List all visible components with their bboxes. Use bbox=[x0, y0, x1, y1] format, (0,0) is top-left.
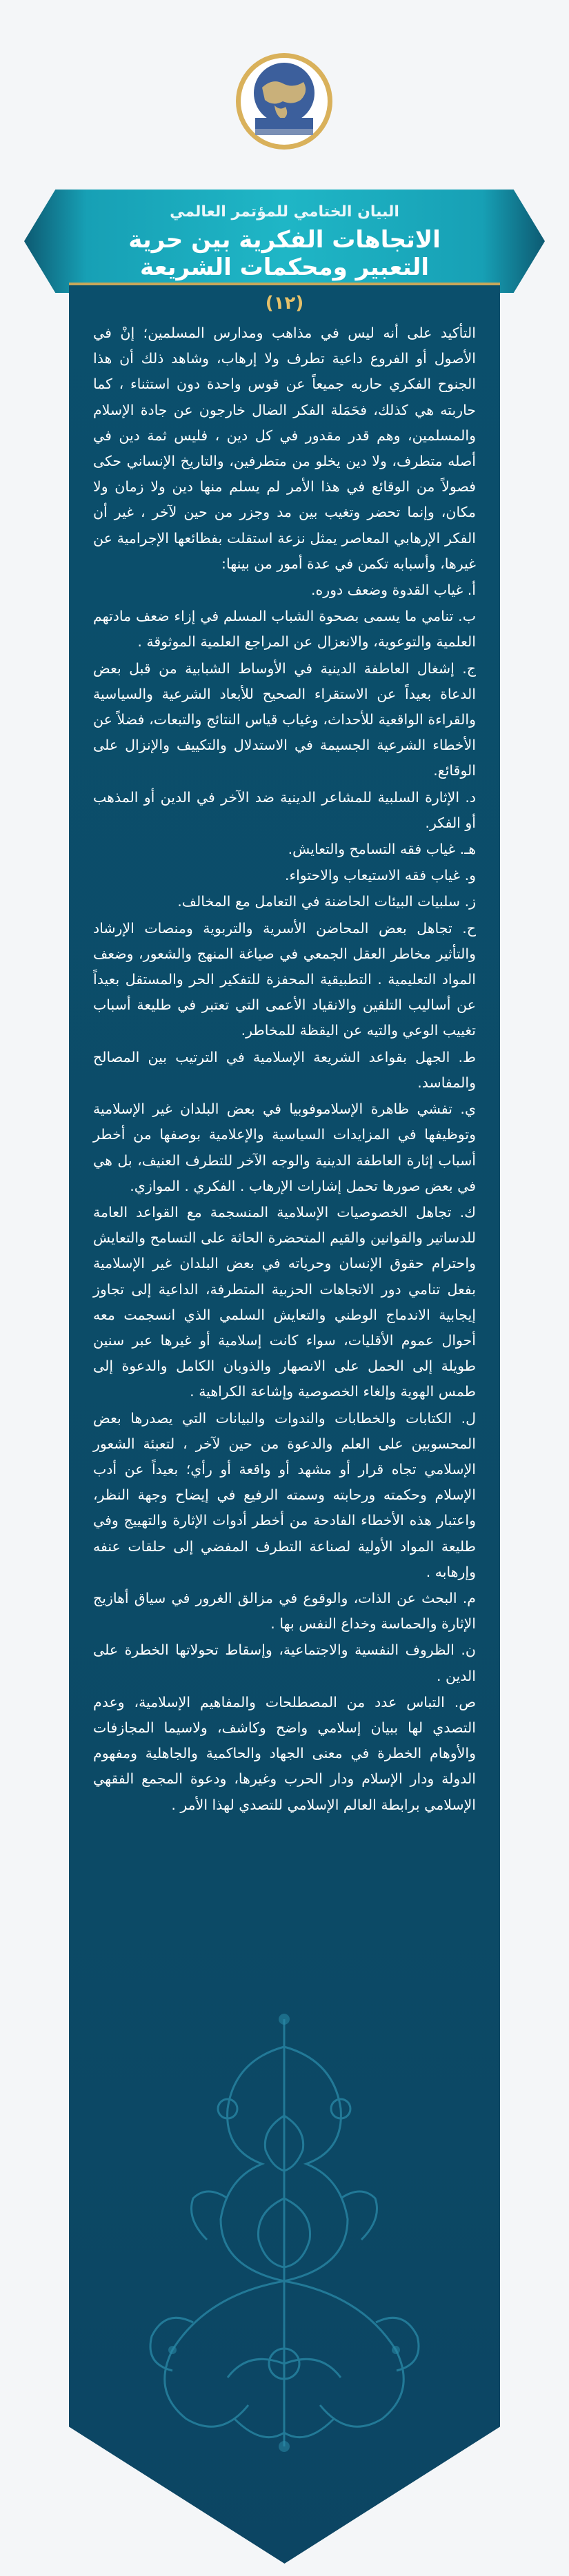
cause-item: د. الإثارة السلبية للمشاعر الدينية ضد الآخر في الدين أو المذهب أو الفكر. bbox=[93, 788, 476, 831]
cause-item: ل. الكتابات والخطابات والندوات والبيانات التي يصدرها بعض المحسوبين على العلم والدعوة من حين لآخر ، لتعبئة الشعور الإسلامي تجاه قرار أو مشهد أو واقعة أو رأي؛ بعيداً عن أدب الإسلام وحكمته ورحابته وسمته الرفيع في إيضاح وجهة النظر، واعتبار هذه الأخطاء الفادحة من أخطر أدوات الإثارة والتهييج وفي طليعة المواد الأولية لصناعة التطرف المفضي إلى حلقات عنفه وإرهابه . bbox=[93, 1409, 476, 1580]
document-title-line1: الاتجاهات الفكرية بين حرية bbox=[128, 226, 441, 254]
cause-item: أ. غياب القدوة وضعف دوره. bbox=[310, 582, 476, 599]
cause-item: ح. تجاهل بعض المحاضن الأسرية والتربوية ومنصات الإرشاد والتأثير مخاطر العقل الجمعي في صياغة المنهج والشعور، وضعف المواد التعليمية . التطبيقية المحفزة للتفكير الحر والمستقل بعيداً عن أساليب التلقين والانقياد الأعمى التي تعتبر في طليعة أسباب تغييب الوعي والتيه عن اليقظة للمخاطر. bbox=[93, 919, 476, 1039]
cause-item: ج. إشغال العاطفة الدينية في الأوساط الشبابية من قبل بعض الدعاة بعيداً عن الاستقراء الصحيح للأبعاد الشرعية والسياسية والقراءة الواقعية للأحداث، وغياب قياس النتائج والتبعات، فضلاً عن الأخطاء الشرعية الجسيمة في الاستدلال والتكييف والإنزال على الوقائع. bbox=[93, 660, 476, 779]
banner-text bbox=[66, 190, 503, 293]
muslim-world-league-logo bbox=[234, 52, 335, 152]
cause-item: هـ. غياب فقه التسامح والتعايش. bbox=[288, 841, 476, 858]
decorative-ornament bbox=[124, 1992, 445, 2474]
statement-body bbox=[93, 320, 476, 1819]
gold-divider bbox=[69, 283, 500, 285]
cause-item: ن. الظروف النفسية والاجتماعية، وإسقاط تحولاتها الخطرة على الدين . bbox=[93, 1642, 476, 1684]
cause-item: ز. سلبيات البيئات الحاضنة في التعامل مع المخالف. bbox=[177, 893, 476, 910]
floral-ornament-icon bbox=[124, 1992, 445, 2474]
cause-item: و. غياب فقه الاستيعاب والاحتواء. bbox=[284, 867, 476, 884]
cause-item: ص. التباس عدد من المصطلحات والمفاهيم الإسلامية، وعدم التصدي لها ببيان إسلامي واضح وكاشف، ولاسيما المجازفات والأوهام الخطرة في معنى الجهاد والحاكمية والجاهلية ومفهوم الدولة ودار الإسلام ودار الحرب وغيرها، ودعوة المجمع الفقهي الإسلامي برابطة العالم الإسلامي للتصدي لهذا الأمر . bbox=[93, 1693, 476, 1813]
cause-item: ط. الجهل بقواعد الشريعة الإسلامية في الترتيب بين المصالح والمفاسد. bbox=[93, 1048, 476, 1091]
cause-item: ك. تجاهل الخصوصيات الإسلامية المنسجمة مع القواعد العامة للدساتير والقوانين والقيم المتحضرة الحاثة على التسامح والتعايش واحترام حقوق الإنسان وحرياته في بعض البلدان غير الإسلامية بفعل تنامي دور الاتجاهات الحزبية المتطرفة، الداعية إلى تجاوز إيجابية الاندماج الوطني والتعايش السلمي الذي انسجمت معه أحوال عموم الأقليات، سواء كانت إسلامية أو غيرها عبر سنين طويلة إلى الحمل على الانصهار والذوبان الكامل والدعوة إلى طمس الهوية وإلغاء الخصوصية وإشاعة الكراهية . bbox=[93, 1203, 476, 1400]
document-title-line2: التعبير ومحكمات الشريعة bbox=[139, 254, 429, 281]
page-number: (١٢) bbox=[265, 293, 304, 314]
cause-item: ي. تفشي ظاهرة الإسلاموفوبيا في بعض البلدان غير الإسلامية وتوظيفها في المزايدات السياسية والإعلامية بوصفها من أخطر أسباب إثارة العاطفة الدينية والوجه الآخر للتطرف العنيف، بل هي في بعض صورها تحمل إشارات الإرهاب . الفكري . الموازي. bbox=[93, 1101, 476, 1194]
cause-item: م. البحث عن الذات، والوقوع في مزالق الغرور في سياق أهازيج الإثارة والحماسة وخداع النفس بها . bbox=[93, 1589, 476, 1633]
conference-name: البيان الختامي للمؤتمر العالمي bbox=[170, 203, 399, 221]
cause-item: ب. تنامي ما يسمى بصحوة الشباب المسلم في إزاء ضعف مادتهم العلمية والتوعوية، والانعزال عن المراجع العلمية الموثوقة . bbox=[93, 608, 476, 651]
globe-emblem-icon bbox=[234, 52, 335, 152]
intro-paragraph: التأكيد على أنه ليس في مذاهب ومدارس المسلمين؛ إنْ في الأصول أو الفروع داعية تطرف ولا إرهاب، وشاهد ذلك أن هذا الجنوح الفكري حاربه جميعاً عن قوس واحدة دون استثناء ، كما حاربته هي كذلك، فحَمَلة الفكر الضال خارجون عن جادة الإسلام والمسلمين، وهم قدر مقدور في كل دين ، فليس ثمة دين في أصله متطرف، ولا دين يخلو من متطرفين، والتاريخ الإنساني حكى فصولاً من الوقائع في هذا الأمر لم يسلم منها دين ولا زمان ولا مكان، وإنما تحضر وتغيب بين مد وجزر من حين لآخر ، غير أن الفكر الإرهابي المعاصر يمثل نزعة استقلت بفظائعها الإجرامية عن غيرها، وأسبابه تكمن في عدة أمور من بينها: bbox=[93, 325, 476, 572]
